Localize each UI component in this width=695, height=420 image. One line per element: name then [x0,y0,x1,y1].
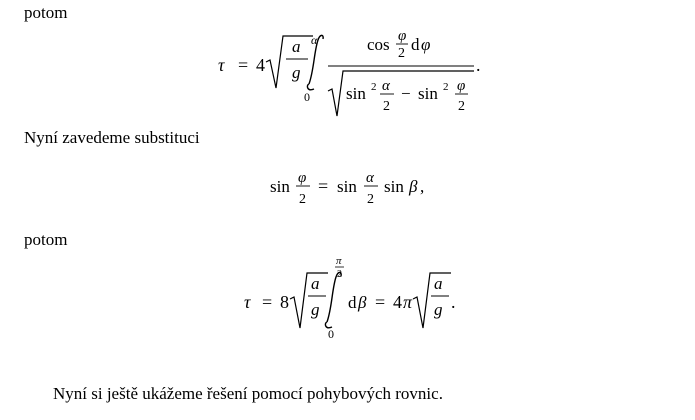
eq1-lhs: τ [218,55,225,75]
eq1-num-d: d [411,35,420,54]
eq3-sqrt2-num: a [434,274,443,293]
eq2-alpha: α [366,170,374,186]
eq3-sqrt2-sign [413,273,451,328]
equation-1-svg [210,30,500,122]
eq2-phi: φ [298,170,307,186]
eq1-sqrt-den: g [292,63,301,82]
eq2-end: , [420,177,425,196]
eq1-num-phi: φ [398,30,407,44]
paragraph-potom-1: potom [24,3,68,22]
eq1-coef: 4 [256,55,265,75]
eq2-two2: 2 [367,192,374,207]
eq1-den-sq2: 2 [443,81,449,93]
eq3-equals: = [262,292,273,312]
equation-tau-integral [210,30,500,127]
equation-3-svg [236,256,466,342]
eq1-den-two2: 2 [458,99,465,114]
eq3-int-upper-pi: π [336,256,342,267]
eq3-int-lower: 0 [328,327,334,341]
eq3-int-upper-two: 2 [337,269,342,280]
eq2-sin3: sin [384,177,404,196]
eq1-den-sin2: sin [418,84,438,103]
eq2-sin1: sin [270,177,290,196]
eq3-coef2: 4 [393,292,402,312]
eq1-sqrt-num: a [292,37,301,56]
eq2-sin2: sin [337,177,357,196]
eq1-den-phi: φ [457,78,466,94]
eq2-equals: = [318,176,329,196]
paragraph-potom-2: potom [24,230,68,249]
eq1-equals: = [238,55,249,75]
equation-substitution [262,168,442,223]
eq1-den-minus: − [401,84,411,103]
paragraph-equations-of-motion: Nyní si ještě ukážeme řešení pomocí pohybových rovnic. [53,384,443,403]
eq1-num-dphi: φ [421,35,431,54]
eq1-num-two: 2 [398,46,405,61]
eq3-pi: π [403,292,413,312]
eq1-int-upper: α [311,33,318,47]
eq3-equals2: = [375,292,386,312]
eq3-d: d [348,293,357,312]
paragraph-substitution: Nyní zavedeme substituci [24,128,200,147]
eq1-den-alpha: α [382,78,390,94]
eq3-sqrt-sign [290,273,328,328]
eq2-two1: 2 [299,192,306,207]
eq2-beta: β [409,177,418,196]
eq3-coef: 8 [280,292,289,312]
eq3-sqrt-num: a [311,274,320,293]
eq3-integral-sign [325,272,341,327]
eq3-beta: β [358,293,367,312]
eq1-num-cos: cos [367,35,390,54]
eq1-int-lower: 0 [304,90,310,104]
eq1-sqrt-sign [266,36,313,88]
eq1-den-two1: 2 [383,99,390,114]
eq3-end: . [451,292,456,312]
eq1-den-sq1: 2 [371,81,377,93]
eq3-sqrt2-den: g [434,300,443,319]
eq3-lhs: τ [244,292,251,312]
eq1-den-sin1: sin [346,84,366,103]
eq3-sqrt-den: g [311,300,320,319]
eq1-end: . [476,55,481,75]
equation-tau-result [236,256,466,347]
equation-2-svg [262,168,442,218]
